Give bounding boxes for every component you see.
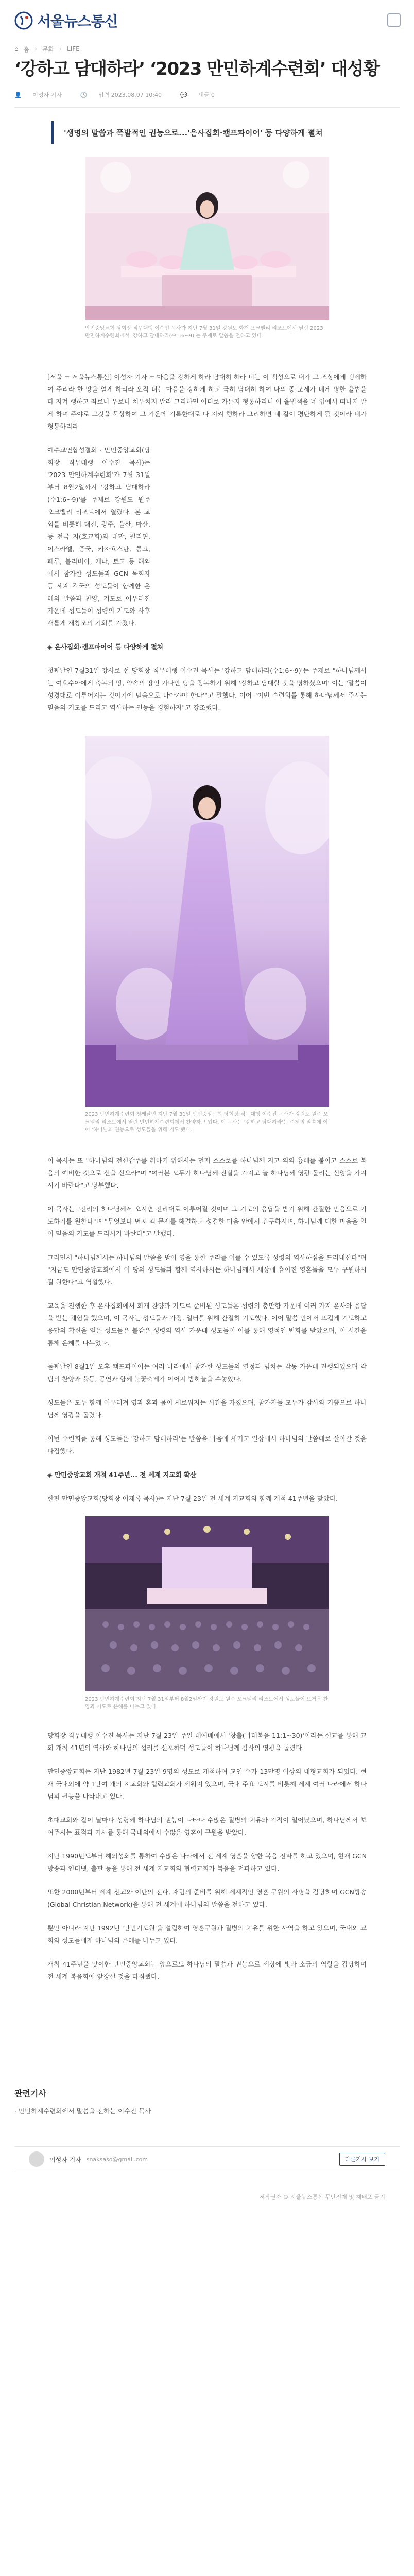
spacer (0, 2172, 414, 2193)
breadcrumb-subsection[interactable]: LIFE (67, 45, 80, 53)
spacer (0, 1134, 414, 1155)
spacer (0, 725, 414, 736)
other-articles-button[interactable]: 다른기사 보기 (339, 2153, 385, 2166)
article-photo-1[interactable] (85, 157, 329, 320)
photo-3-caption: 2023 만민하계수련회 지난 7월 31일부터 8월2일까지 강원도 원주 오크밸리 리조트에서 성도들이 뜨거운 찬양과 기도로 은혜를 나누고 있다. (85, 1697, 329, 1710)
publish-date (80, 91, 171, 99)
related-articles-title: 관련기사 (14, 2089, 46, 2098)
author-email[interactable]: snaksaso@gmail.com (86, 2156, 148, 2163)
article-body (0, 371, 414, 433)
article-subtitle: '생명의 말씀과 폭발적인 권능으로...'은사집회·캠프파이어' 등 다양하게 펼쳐 (51, 121, 363, 144)
paragraph: 당회장 직무대행 이수진 목사는 지난 7월 23일 주일 대예배에서 '창출(마태복음 11:1~30)'이라는 설교를 통해 교회 개척 41년의 역사와 하나님의 섭리를 선포하며 성도들이 하나님께 감사의 영광을 돌렸다. (47, 1732, 367, 1752)
breadcrumb-separator: › (34, 45, 38, 53)
singer-photo-illustration (85, 736, 329, 1107)
paragraph: 또한 2000년부터 세계 선교와 이단의 전파, 재림의 준비를 위해 세계적인 영혼 구원의 사명을 감당하며 GCN방송(Global Christian Network)을 통해 전 세계에 하나님의 말씀을 전하고 있다. (47, 1888, 367, 1908)
article-photo-2[interactable] (85, 736, 329, 1107)
article-photo-3[interactable] (85, 1516, 329, 1691)
paragraph: 개척 41주년을 맞이한 만민중앙교회는 앞으로도 하나님의 말씀과 권능으로 세상에 빛과 소금의 역할을 감당하며 전 세계 복음화에 앞장설 것을 다짐했다. (47, 1960, 367, 1980)
logo-icon[interactable] (14, 11, 33, 30)
menu-icon[interactable] (387, 13, 401, 27)
spacer (0, 1994, 414, 2087)
paragraph: 예수교연합성결회 · 만민중앙교회(당회장 직무대행 이수진 목사)는 '2023 만민하계수련회'가 7월 31일부터 8월2일까지 '강하고 담대하라(수1:6~9)'를 주제로 강원도 원주 오크밸리 리조트에서 열렸다. 본 교회를 비롯해 대전, 광주, 울산, 마산, 등 전국 지(호교회)와 대만, 필리핀, 이스라엘, 중국, 카자흐스탄, 콩고, 페루, 볼리비아, 케냐, 토고 등 해외에서 참가한 성도들과 GCN 목회자 등 세계 각국의 성도들이 함께한 은혜의 말씀과 찬양, 기도로 어우러진 가운데 성도들이 성령의 기도와 사후 새롭게 재창조의 기회를 가졌다. (47, 446, 150, 627)
paragraph: 성도들은 모두 함께 어우러져 영과 혼과 몸이 새로워지는 시간을 가졌으며, 참가자들 모두가 감사와 기쁨으로 하나님께 영광을 돌렸다. (47, 1399, 367, 1419)
article-title: ‘강하고 담대하라’ ‘2023 만민하계수련회’ 대성황 (14, 59, 380, 79)
paragraph: 만민중앙교회는 지난 1982년 7월 23일 9명의 성도로 개척하여 교인 수가 13만명 이상의 대형교회가 되었다. 현재 국내외에 약 1만여 개의 지교회와 협력교회가 세워져 있으며, 국내 주요 도시를 비롯해 세계 여러 나라에서 하나님의 권능을 나타내고 있다. (47, 1768, 367, 1800)
paragraph: 이번 수련회를 통해 성도들은 '강하고 담대하라'는 말씀을 마음에 새기고 일상에서 하나님의 말씀대로 살아갈 것을 다짐했다. (47, 1435, 367, 1455)
breadcrumb (0, 41, 414, 57)
article-body (0, 641, 414, 714)
spacer (0, 2115, 414, 2146)
paragraph: 지난 1990년도부터 해외성회를 통하여 수많은 나라에서 전 세계 영혼을 향한 복음 전파를 하고 있으며, 현재 GCN방송과 인터넷, 출판 등을 통해 전 세계 지교회와 협력교회가 복음을 전파하고 있다. (47, 1852, 367, 1872)
photo-2-caption: 2023 만민하계수련회 첫째날인 지난 7월 31일 만민중앙교회 당회장 직무대행 이수진 목사가 강원도 원주 오크밸리 리조트에서 열린 만민하계수련회에서 찬양하고 있다. 이 목사는 '강하고 담대하라'는 주제의 말씀에 이어 '하나님의 권능으로 성도들을 위해 기도'했다. (85, 1112, 329, 1133)
inline-photo-placeholder (150, 444, 367, 641)
article-body-with-aside (0, 444, 414, 641)
avatar (29, 2151, 44, 2167)
breadcrumb-separator: › (59, 45, 62, 53)
speaker-photo-illustration (85, 157, 329, 320)
site-header (0, 0, 414, 41)
section-heading: ◈ 은사집회·캠프파이어 등 다양하게 펼쳐 (47, 643, 163, 651)
paragraph: 뿐만 아니라 지난 1992년 '만민기도원'을 설립하여 영혼구원과 질병의 치유를 위한 사역을 하고 있으며, 국내외 교회와 성도들에게 하나님의 은혜를 나누고 있다. (47, 1924, 367, 1944)
breadcrumb-home[interactable]: 홈 (23, 45, 30, 53)
author-box (14, 2146, 400, 2172)
meta-divider (14, 107, 400, 108)
auditorium-photo-illustration (85, 1516, 329, 1691)
photo-1-caption: 만민중앙교회 당회장 직무대행 이수진 목사가 지난 7월 31일 강원도 화천 오크밸리 리조트에서 열린 2023 만민하계수련회에서 '강하고 담대하라(수1:6~9)'는 주제로 말씀을 전하고 있다. (85, 326, 323, 339)
comment-icon: 💬 (180, 92, 189, 98)
reporter-name (14, 91, 71, 99)
paragraph: 교육을 진행한 후 은사집회에서 회개 찬양과 기도로 준비된 성도들은 성령의 충만함 가운데 여러 가지 은사와 응답을 받는 체험을 했으며, 이 목사는 성도들과 가정, 일터를 위해 간절히 기도했다. 이어 말씀 안에서 뜨겁게 기도하고 응답의 확신을 얻은 성도들은 불같은 성령의 역사 가운데 성도들이 이를 통해 영적인 변화를 받았으며, 이 시간을 통해 은혜를 나누었다. (47, 1302, 367, 1347)
article-body (0, 1730, 414, 1983)
paragraph: 이 목사는 "진리의 하나님께서 오시면 진리대로 이루어질 것이며 그 기도의 응답을 받기 위해 간절한 믿음으로 기도하기를 원한다"며 "무엇보다 먼저 죄 문제를 해결하고 성결한 마음 안에서 간구하시며, 하나님께 대한 마음을 열어 믿음의 기도를 드리시기 바란다"고 말했다. (47, 1205, 367, 1238)
reporter-label: 이성자 기자 (32, 92, 62, 98)
copyright-notice: 저작권자 © 서울뉴스통신 무단전재 및 재배포 금지 (259, 2194, 385, 2200)
paragraph: 초대교회와 같이 날마다 성령께 하나님의 권능이 나타나 수많은 질병의 치유와 기적이 일어났으며, 하나님께서 보여주시는 표적과 기사를 통해 국내외에서 수많은 영혼이 구원을 받았다. (47, 1816, 367, 1836)
spacer (0, 144, 414, 157)
paragraph: 그러면서 "하나님께서는 하나님의 말씀을 받아 영을 통한 주리를 이룰 수 있도록 성령의 역사하심을 드러내신다"며 "지금도 만민중앙교회에서 이 땅의 성도들과 함께 역사하시는 하나님께서 세상에 흩어진 영혼들을 모두 구원하시길 원한다"고 역설했다. (47, 1253, 367, 1286)
related-article-link[interactable] (0, 2099, 414, 2115)
paragraph: 둘째날인 8월1일 오후 캠프파이어는 여러 나라에서 참가한 성도들의 열정과 넘치는 감동 가운데 진행되었으며 각 팀의 찬양과 율동, 공연과 함께 불꽃축제가 이어져 밤하늘을 수놓았다. (47, 1363, 367, 1383)
site-logo-text[interactable]: 서울뉴스통신 (37, 13, 118, 30)
spacer (0, 1711, 414, 1730)
comment-label: 댓글 0 (198, 92, 215, 98)
spacer (0, 340, 414, 371)
paragraph: 이 목사는 또 "하나님의 전신갑주를 취하기 위해서는 먼저 스스로를 하나님께 지고 의의 흉배를 붙이고 스스로 복음의 예비한 것으로 신을 신으라"며 "여러분 모두가 하나님께 진실을 가지고 늘 하나님께 영광 돌리는 신앙을 가지시기 바란다"고 당부했다. (47, 1157, 367, 1189)
breadcrumb-home-icon[interactable]: ⌂ (14, 45, 19, 53)
user-icon: 👤 (14, 92, 24, 98)
clock-icon: 🕓 (80, 92, 90, 98)
paragraph: [서울 = 서울뉴스통신] 이성자 기자 = 마음을 강하게 하라 담대히 하라 너는 이 백성으로 내가 그 조상에게 맹세하여 주리라 한 땅을 얻게 하리라 오직 너는 마음을 강하게 하고 극히 담대히 하여 나의 종 모세가 네게 명한 율법을 다 지켜 행하고 좌로나 우로나 치우치지 말라 그리하면 어디로 가든지 형통하리니 이 율법책을 네 입에서 떠나지 말게 하며 주야로 그것을 묵상하여 그 가운데 기록한대로 다 지켜 행하라 그리하면 네 길이 평탄하게 될 것이라 네가 형통하리라 (47, 373, 367, 430)
date-label: 입력 2023.08.07 10:40 (98, 92, 162, 98)
article-body (0, 1155, 414, 1505)
paragraph: 첫째날인 7월31일 강사로 선 당회장 직무대행 이수진 목사는 '강하고 담대하라(수1:6~9)'는 주제로 "하나님께서는 여호수아에게 축복의 땅, 약속의 땅인 가나안 땅을 정복하기 위해 '강하고 담대할 것을 명하셨으며' 이는 '말씀이 성경대로 이루어지는 것이기에 믿음으로 나아가야 한다'"고 말했다. 이어 "이번 수련회를 통해 하나님께서 주시는 믿음의 기도를 드리고 역사하는 권능을 경험하자"고 강조했다. (47, 667, 367, 711)
section-heading: ◈ 만민중앙교회 개척 41주년... 전 세계 지교회 확산 (47, 1471, 197, 1479)
paragraph: 한편 만민중앙교회(당회장 이재록 목사)는 지난 7월 23일 전 세계 지교회와 함께 개척 41주년을 맞았다. (47, 1495, 338, 1502)
related-article-text[interactable]: 만민하계수련회에서 말씀을 전하는 이수진 목사 (18, 2107, 151, 2115)
article-meta (0, 80, 414, 101)
comment-count[interactable] (180, 91, 224, 99)
author-name: 이성자 기자 (49, 2156, 81, 2163)
bullet-icon: · (14, 2107, 19, 2115)
breadcrumb-section[interactable]: 문화 (42, 45, 55, 53)
